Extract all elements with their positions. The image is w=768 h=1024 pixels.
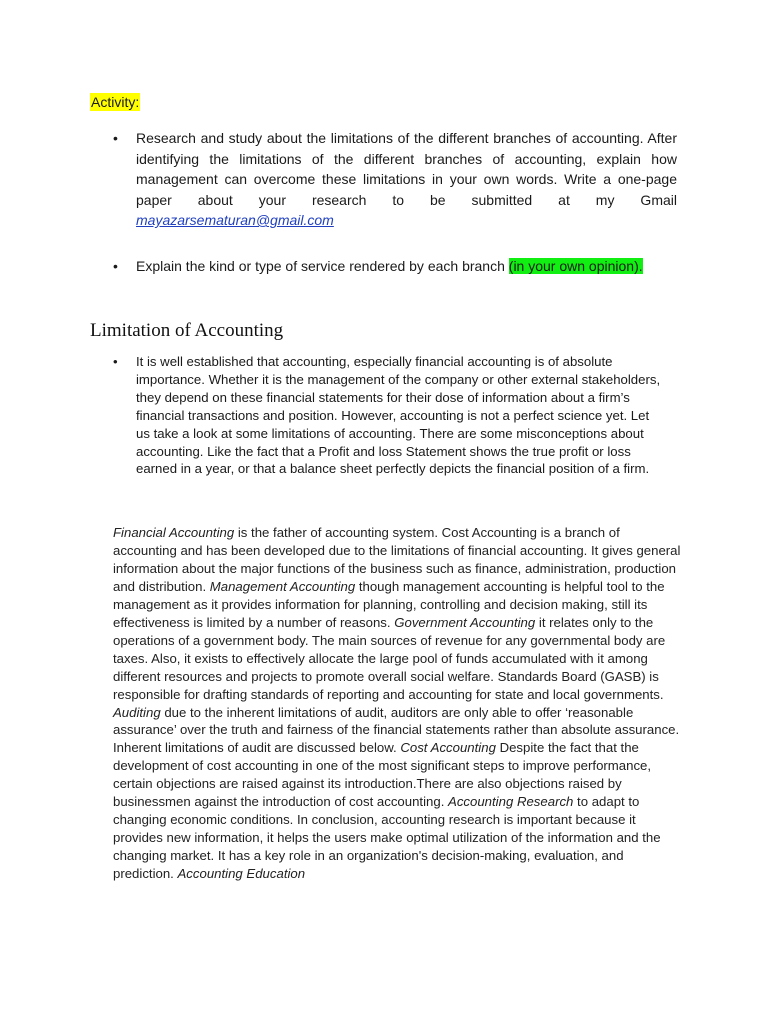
term-government-accounting: Government Accounting — [394, 614, 536, 630]
bullet-icon: • — [113, 354, 118, 369]
email-link[interactable]: mayazarsematuran@gmail.com — [136, 212, 334, 228]
term-accounting-education: Accounting Education — [177, 866, 306, 882]
paragraph-text: due to the inherent limitations of audit, auditors are only able to offer ‘reasonable assurance’ over the truth and fairness of the financial statements rather than absolute assurance. Inherent limitations of audit are discussed below. — [113, 704, 680, 756]
activity-label: Activity: — [91, 94, 140, 110]
highlighted-text: (in your own opinion). — [508, 258, 643, 274]
term-management-accounting: Management Accounting — [209, 578, 356, 594]
term-financial-accounting: Financial Accounting — [113, 525, 235, 540]
paragraph-text: Despite the fact that the development of cost accounting in one of the most significant steps to improve performance, certain objections are raised against its introduction.There are also objections raised by businessmen against the introduction of cost accounting. — [113, 740, 652, 810]
term-cost-accounting: Cost Accounting — [400, 740, 496, 756]
activity-item-text: Research and study about the limitations of the different branches of accounting. After identifying the limitations of the different branches of accounting, explain how management can overcome these limitations in your own words. Write a one-page paper about your research to be submitted at my Gmail — [136, 130, 677, 208]
body-paragraph — [113, 524, 683, 883]
section-list — [113, 353, 663, 478]
term-auditing: Auditing — [113, 704, 161, 720]
bullet-icon: • — [113, 130, 118, 146]
paragraph-text: though management accounting is helpful tool to the management as it provides information for planning, controlling and decision making, still its effectiveness is limited by a number of reasons. — [113, 578, 665, 630]
list-item — [113, 256, 677, 277]
activity-item-text: Explain the kind or type of service rendered by each branch — [136, 258, 509, 274]
activity-list-1 — [113, 128, 677, 231]
list-item — [113, 128, 677, 231]
bullet-icon: • — [113, 258, 118, 274]
activity-list-2 — [113, 256, 677, 277]
term-accounting-research: Accounting Research — [448, 794, 574, 810]
list-item — [113, 353, 663, 478]
section-bullet-text: It is well established that accounting, especially financial accounting is of absolute importance. Whether it is the management of the company or other external stakeholders, they depend on these financial statements for their dose of information about a firm’s financial transactions and position. However, accounting is not a perfect science yet. Let us take a look at some limitations of accounting. There are some misconceptions about accounting. Like the fact that a Profit and loss Statement shows the true profit or loss earned in a year, or that a balance sheet perfectly depicts the financial position of a firm. — [136, 354, 661, 477]
paragraph-text: it relates only to the operations of a government body. The main sources of revenue for any governmental body are taxes. Also, it exists to effectively allocate the large pool of funds accumulated with it among different resources and projects to promote overall social welfare. Standards Board (GASB) is responsible for drafting standards of reporting and accounting for state and local governments. — [113, 614, 666, 702]
section-title: Limitation of Accounting — [90, 320, 284, 341]
paragraph-text: is the father of accounting system. Cost Accounting is a branch of accounting and has been developed due to the limitations of financial accounting. It gives general information about the major functions of the business such as finance, administration, production and distribution. — [113, 525, 681, 594]
paragraph-text: to adapt to changing economic conditions. In conclusion, accounting research is important because it provides new information, it helps the users make optimal utilization of the information and the changing market. It has a key role in an organization's decision-making, evaluation, and prediction. — [113, 794, 661, 882]
